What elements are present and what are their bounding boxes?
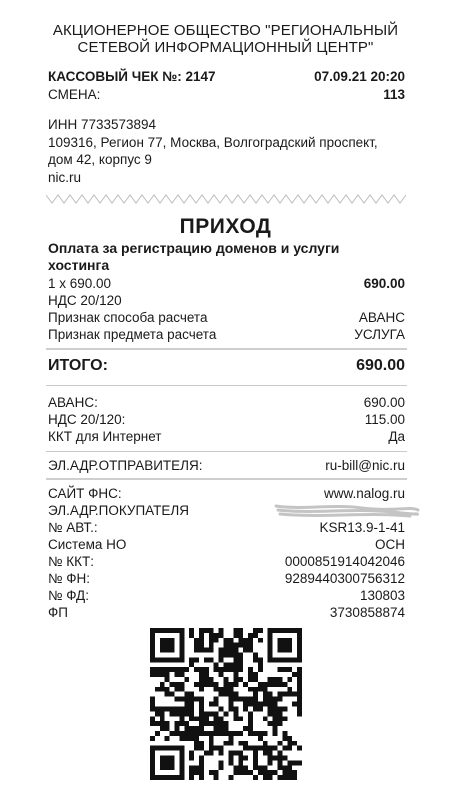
buyer-label: ЭЛ.АДР.ПОКУПАТЕЛЯ xyxy=(48,503,189,518)
total-value: 690.00 xyxy=(356,357,405,374)
fn-label: № ФН: xyxy=(48,571,90,586)
fn-value: 9289440300756312 xyxy=(284,571,405,586)
total-label: ИТОГО: xyxy=(48,357,108,374)
kkt-row xyxy=(48,554,405,570)
company-name-line1: АКЦИОНЕРНОЕ ОБЩЕСТВО "РЕГИОНАЛЬНЫЙ xyxy=(52,22,399,39)
org-address-line2: дом 42, корпус 9 xyxy=(48,152,152,167)
advance-value: 690.00 xyxy=(363,395,405,410)
kkt-internet-value: Да xyxy=(388,429,405,444)
shift-value: 113 xyxy=(383,87,405,102)
company-name-line2: СЕТЕВОЙ ИНФОРМАЦИОННЫЙ ЦЕНТР" xyxy=(77,39,374,56)
shift-label: СМЕНА: xyxy=(48,87,101,102)
item-amount: 690.00 xyxy=(363,276,405,291)
total-row xyxy=(48,357,405,375)
fd-row xyxy=(48,588,405,604)
zigzag-divider xyxy=(46,193,407,205)
item-name-line2: хостинга xyxy=(48,257,110,273)
divider xyxy=(46,451,407,452)
sender-label: ЭЛ.АДР.ОТПРАВИТЕЛЯ: xyxy=(48,458,203,473)
subject-value: УСЛУГА xyxy=(354,327,405,342)
vat-summary-label: НДС 20/120: xyxy=(48,412,126,427)
vat-summary-value: 115.00 xyxy=(364,412,405,427)
check-datetime: 07.09.21 20:20 xyxy=(314,69,405,84)
divider xyxy=(46,348,407,350)
kkt-internet-row xyxy=(48,429,405,445)
item-name-line1: Оплата за регистрацию доменов и услуги xyxy=(48,240,340,256)
item-vat: НДС 20/120 xyxy=(48,293,122,308)
org-site: nic.ru xyxy=(48,170,82,185)
auto-row xyxy=(48,520,405,536)
payment-method-value: АВАНС xyxy=(358,310,405,325)
kkt-value: 0000851914042046 xyxy=(284,554,405,569)
subject-label: Признак предмета расчета xyxy=(48,327,217,342)
shift-row xyxy=(48,87,405,103)
item-qty-row xyxy=(48,276,405,292)
fn-row xyxy=(48,571,405,587)
item-name xyxy=(48,240,378,274)
qr-code[interactable] xyxy=(150,628,302,780)
advance-row xyxy=(48,395,405,411)
fd-label: № ФД: xyxy=(48,588,89,603)
subject-row xyxy=(48,327,405,343)
fp-label: ФП xyxy=(48,605,68,620)
divider xyxy=(46,385,407,386)
check-number: КАССОВЫЙ ЧЕК №: 2147 xyxy=(48,69,216,84)
fp-value: 3730858874 xyxy=(329,605,405,620)
divider xyxy=(46,478,407,480)
item-qty-price: 1 x 690.00 xyxy=(48,276,112,291)
sender-row xyxy=(48,458,405,474)
auto-label: № АВТ.: xyxy=(48,520,98,535)
org-inn: ИНН 7733573894 xyxy=(48,117,157,132)
check-number-row xyxy=(48,69,405,85)
tax-system-row xyxy=(48,537,405,553)
payment-method-label: Признак способа расчета xyxy=(48,310,208,325)
payment-method-row xyxy=(48,310,405,326)
item-vat-row xyxy=(48,293,405,309)
auto-value: KSR13.9-1-41 xyxy=(319,520,405,535)
fns-site-label: САЙТ ФНС: xyxy=(48,486,122,501)
kkt-label: № ККТ: xyxy=(48,554,94,569)
org-address-line1: 109316, Регион 77, Москва, Волгоградский проспект, xyxy=(48,135,378,150)
fp-row xyxy=(48,605,405,621)
vat-summary-row xyxy=(48,412,405,428)
tax-system-label: Система НО xyxy=(48,537,127,552)
company-name xyxy=(0,22,451,56)
kkt-internet-label: ККТ для Интернет xyxy=(48,429,162,444)
fns-site-value: www.nalog.ru xyxy=(323,486,405,501)
advance-label: АВАНС: xyxy=(48,395,98,410)
operation-type: ПРИХОД xyxy=(179,215,272,238)
tax-system-value: ОСН xyxy=(375,537,405,552)
fd-value: 130803 xyxy=(359,588,405,603)
sender-value: ru-bill@nic.ru xyxy=(325,458,405,473)
